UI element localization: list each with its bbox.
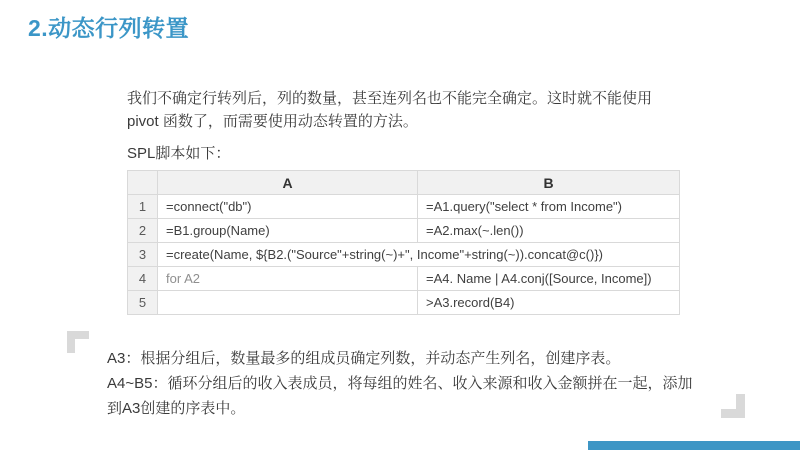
cell-b2: =A2.max(~.len()) [418, 219, 680, 243]
slide-title: 2.动态行列转置 [28, 15, 190, 41]
table-row [128, 243, 680, 267]
column-header-b: B [418, 171, 680, 195]
table-corner-header [128, 171, 158, 195]
cell-b1: =A1.query("select * from Income") [418, 195, 680, 219]
cell-b4: =A4. Name | A4.conj([Source, Income]) [418, 267, 680, 291]
table-row [128, 267, 680, 291]
cell-b5: >A3.record(B4) [418, 291, 680, 315]
footer-accent-bar [588, 441, 800, 450]
cell-a5 [158, 291, 418, 315]
table-header-row [128, 171, 680, 195]
row-number: 5 [128, 291, 158, 315]
intro-text: 我们不确定行转列后，列的数量，甚至连列名也不能完全确定。这时就不能使用pivot 函数了，而需要使用动态转置的方法。 [127, 90, 653, 130]
table-row [128, 195, 680, 219]
table-row [128, 219, 680, 243]
cell-a1: =connect("db") [158, 195, 418, 219]
cell-a3-merged: =create(Name, ${B2.("Source"+string(~)+", Income"+string(~)).concat@c()}) [158, 243, 680, 267]
row-number: 1 [128, 195, 158, 219]
spl-script-label: SPL脚本如下： [127, 145, 231, 162]
notes-text [107, 346, 747, 421]
note-line: A3：根据分组后，数量最多的组成员确定列数，并动态产生列名，创建序表。 [107, 350, 621, 367]
note-line: A4~B5：循环分组后的收入表成员，将每组的姓名、收入来源和收入金额拼在一起，添加 [107, 375, 693, 392]
row-number: 4 [128, 267, 158, 291]
row-number: 3 [128, 243, 158, 267]
cell-a4: for A2 [158, 267, 418, 291]
note-line: 到A3创建的序表中。 [107, 400, 246, 417]
column-header-a: A [158, 171, 418, 195]
table-row [128, 291, 680, 315]
cell-a2: =B1.group(Name) [158, 219, 418, 243]
decor-bracket-top-left [67, 331, 89, 353]
spl-script-table [127, 170, 680, 315]
row-number: 2 [128, 219, 158, 243]
